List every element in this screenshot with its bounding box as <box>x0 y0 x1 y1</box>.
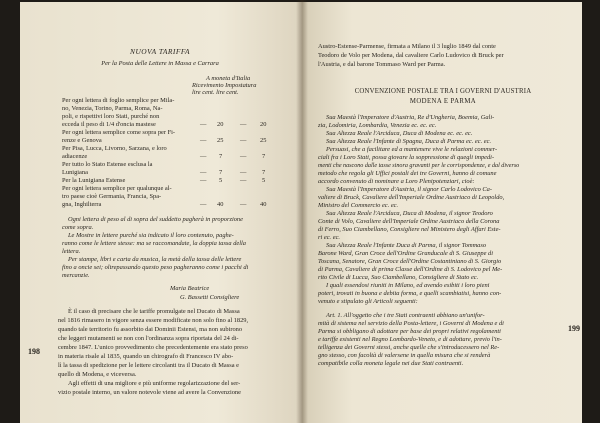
tariff-value: — <box>200 137 207 144</box>
tariff-value: 5 <box>219 177 223 184</box>
tariff-subtitle: Per la Posta delle Lettere in Massa e Carrara <box>101 60 219 67</box>
tariff-note: lettera. <box>62 248 81 255</box>
page-number-left: 198 <box>28 347 40 356</box>
body-line: quando tale territorio fu assorbito dai Dominii Estensi, ma non subirono <box>58 326 243 333</box>
tariff-value: — <box>200 153 207 160</box>
tariff-value: — <box>200 177 207 184</box>
tariff-row-text: Lunigiana <box>62 169 88 176</box>
tariff-value: 40 <box>217 201 224 208</box>
convention-line: poteri, trovati in buona e debita forma, e quelli scambiatisi, hanno con- <box>318 290 502 297</box>
tariff-note: fino a oncie sei; oltrepassando questo peso pagheranno come i pacchi di <box>62 264 249 271</box>
convention-line: Barone Ward, Gran Croce dell'Ordine Granducale di S. Giuseppe di <box>318 250 494 257</box>
tariff-value: 7 <box>219 153 223 160</box>
convention-line: Sua Altezza Reale l'Infante di Spagna, Duca di Parma ec. ec. ec. <box>326 138 492 145</box>
body-line: È il caso di precisare che le tariffe promulgate nel Ducato di Massa <box>68 308 240 315</box>
body-line: che leggeri mutamenti se non con l'ordinanza sopra riportata del 24 di- <box>58 335 239 342</box>
tariff-row-text: renze e Genova <box>62 137 102 144</box>
book-gutter-shadow <box>296 0 308 423</box>
convention-line: metodo che regola gli Uffici postali dei tre Governi, hanno di comune <box>318 170 497 177</box>
tariff-row-text: Per ogni lettera semplice come sopra per Fi- <box>62 129 176 136</box>
column-header-types: Ricevimento Impostatura <box>192 82 257 89</box>
intro-line: Austro-Estense-Parmense, firmata a Milano il 3 luglio 1849 dal conte <box>318 43 496 50</box>
body-line: cembre 1847. L'unico provvedimento che precedentemente era stato preso <box>58 344 248 351</box>
tariff-value: — <box>200 121 207 128</box>
page-number-right: 199 <box>568 324 580 333</box>
body-line: in materia risale al 1835, quando un chirografo di Francesco IV abo- <box>58 353 234 360</box>
tariff-note: mercanzie. <box>62 272 90 279</box>
convention-line: telligenza dei Governi stessi, anche quelle che s'introducessero nel Re- <box>318 344 500 351</box>
tariff-note: Per stampe, libri e carta da musica, la metà della tassa delle lettere <box>68 256 242 263</box>
convention-line: di Parma, Cavaliere di prima Classe dell'Ordine di S. Lodovico pel Me- <box>318 266 503 273</box>
tariff-value: — <box>240 169 247 176</box>
convention-line: accordo convenuto di nominare a Loro Plenipotenziari, cioè: <box>318 178 475 185</box>
convention-line: Ministro del Commercio ec. ec. <box>318 202 399 209</box>
intro-line: l'Austria, e dal barone Tommaso Ward per Parma. <box>318 61 446 68</box>
tariff-note: Le Mostre in lettere purché sia indicato il loro contenuto, paghe- <box>68 232 234 239</box>
tariff-value: — <box>240 153 247 160</box>
convention-line: Sua Maestà l'Imperatore d'Austria, il signor Carlo Lodovico Ca- <box>326 186 492 193</box>
tariff-note: ranno come le lettere stesse: ma se raccomandate, la doppia tassa della <box>62 240 246 247</box>
tariff-value: 25 <box>217 137 224 144</box>
body-line: lì la tassa di spedizione per le lettere circolanti tra il Ducato di Massa e <box>58 362 240 369</box>
convention-line: ri ec. ec. <box>318 234 340 241</box>
column-header-units: lire cent. lire cent. <box>192 89 239 96</box>
tariff-value: — <box>240 201 247 208</box>
tariff-value: — <box>200 169 207 176</box>
tariff-row-text: Per ogni lettera di foglio semplice per Mila- <box>62 97 175 104</box>
convention-line: rito Civile di Lucca, Suo Ciambellano, Consigliere di Stato ec. <box>318 274 479 281</box>
convention-line: valiere di Bruck, Cavaliere dell'Imperiale Ordine Austriaco di Leopoldo, <box>318 194 505 201</box>
tariff-value: 40 <box>260 201 267 208</box>
tariff-value: — <box>240 137 247 144</box>
tariff-title: NUOVA TARIFFA <box>130 47 190 56</box>
convention-line: mità di sistema nel servizio della Posta-lettere, i Governi di Modena e di <box>318 320 504 327</box>
convention-line: zia, Lodomiria, Lombardia, Venezia ec. ec. ec. <box>318 122 437 129</box>
convention-line: I quali essendosi riuniti in Milano, ed avendo esibiti i loro pieni <box>326 282 490 289</box>
tariff-row-text: adiacenze <box>62 153 88 160</box>
tariff-row-text: gna, Inghilterra <box>62 201 102 208</box>
right-page <box>302 2 582 423</box>
convention-line: Conte di Volo, Cavaliere dell'Imperiale Ordine Austriaco della Corona <box>318 218 500 225</box>
tariff-row-text: ecceda il peso di 1/4 d'oncia mastese <box>62 121 156 128</box>
convention-heading: CONVENZIONE POSTALE TRA I GOVERNI D'AUSTRIA <box>354 88 532 95</box>
tariff-row-text: poli, e rispettivi loro Stati, purché non <box>62 113 160 120</box>
tariff-value: — <box>240 121 247 128</box>
left-page <box>20 2 302 423</box>
signature-counsellor: G. Bassetti Consigliere <box>180 294 240 301</box>
convention-line: Art. 1. All'oggetto che i tre Stati contraenti abbiano un'unifor- <box>326 312 485 319</box>
tariff-value: 20 <box>260 121 267 128</box>
tariff-value: 7 <box>262 169 266 176</box>
tariff-value: 25 <box>260 137 267 144</box>
tariff-note: Ogni lettera di peso al di sopra del suddetto pagherà in proporzione <box>68 216 243 223</box>
convention-line: Toscana, Senatore, Gran Croce dell'Ordine Costantiniano di S. Giorgio <box>318 258 502 265</box>
body-line: nel 1816 rimasero in vigore senza essere modificate non solo fino al 1829, <box>58 317 249 324</box>
tariff-row-text: tro paese cioè Germania, Francia, Spa- <box>62 193 162 200</box>
convention-line: Sua Altezza Reale l'Infante Duca di Parma, il signor Tommaso <box>326 242 487 249</box>
tariff-row-text: no, Venezia, Torino, Parma, Roma, Na- <box>62 105 163 112</box>
convention-line: Sua Maestà l'Imperatore d'Austria, Re d'Ungheria, Boemia, Gali- <box>326 114 495 121</box>
tariff-value: — <box>240 177 247 184</box>
tariff-row-text: Per la Lunigiana Estense <box>62 177 126 184</box>
intro-line: Teodoro de Volo per Modena, dal cavaliere Carlo Ludovico di Bruck per <box>318 52 504 59</box>
convention-line: di Ferro, Suo Ciambellano, Consigliere nel Ministero degli Affari Este- <box>318 226 501 233</box>
body-line: vizio postale interno, un valore notevole viene ad avere la Convenzione <box>58 389 241 396</box>
convention-line: menti che nascono dalle tasse sinora gravanti per le corrispondenze, e dal diverso <box>318 163 520 169</box>
convention-line: Persuasi, che a facilitare ed a mantenere vive le relazioni commer- <box>326 146 498 153</box>
body-line: quello di Modena, e viceversa. <box>58 371 137 378</box>
tariff-row-text: Per tutto lo Stato Estense esclusa la <box>62 161 153 168</box>
convention-line: e tariffe esistenti nel Regno Lombardo-Veneto, e di adottare, previo l'in- <box>318 336 502 343</box>
tariff-value: — <box>200 201 207 208</box>
convention-heading-sub: MODENA E PARMA <box>409 98 477 105</box>
convention-line: gno stesso, con facoltà di valersene in quella misura che si renderà <box>318 352 491 359</box>
body-line: Agli effetti di una migliore e più uniforme regolarizzazione del ser- <box>68 380 241 387</box>
tariff-note: come sopra. <box>62 224 94 231</box>
tariff-value: 7 <box>219 169 223 176</box>
convention-line: Sua Altezza Reale l'Arciduca, Duca di Modena ec. ec. ec. <box>326 130 473 137</box>
convention-line: venuto e stipulato gli Articoli seguenti: <box>318 298 418 305</box>
tariff-row-text: Per ogni lettera semplice per qualunque al- <box>62 185 172 192</box>
tariff-value: 5 <box>262 177 266 184</box>
tariff-value: 20 <box>217 121 224 128</box>
tariff-value: 7 <box>262 153 266 160</box>
convention-line: ciali fra i Loro Stati, possa giovare la soppressione di quegli impedi- <box>318 154 495 161</box>
signature-name: Maria Beatrice <box>170 285 210 292</box>
column-header-currency: A moneta d'Italia <box>206 75 251 82</box>
convention-line: Parma si obbligano di adottare per base dei propri relativi regolamenti <box>318 328 501 335</box>
convention-line: Sua Altezza Reale l'Arciduca, Duca di Modena, il signor Teodoro <box>326 210 493 217</box>
convention-line: compatibile colla moneta legale nei due Stati contraenti. <box>318 360 464 367</box>
tariff-row-text: Per Pisa, Lucca, Livorno, Sarzana, e loro <box>62 145 167 152</box>
